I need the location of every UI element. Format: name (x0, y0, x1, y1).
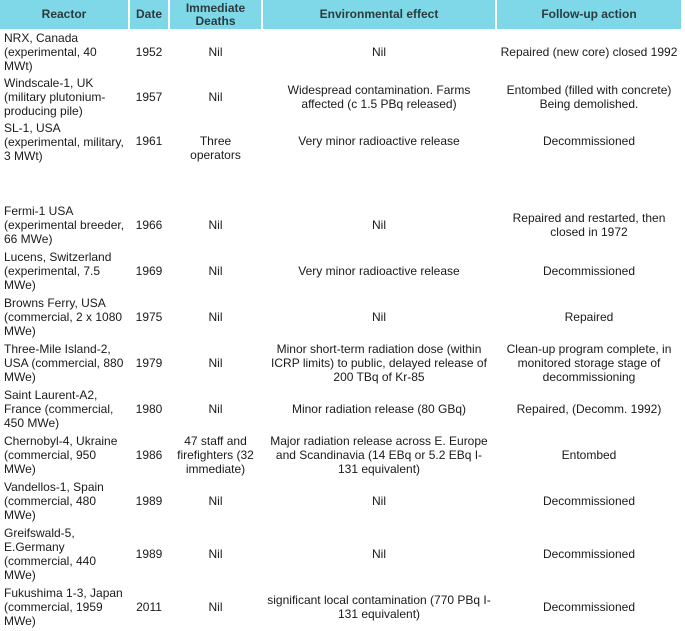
cell-follow: Decommissioned (496, 478, 682, 524)
cell-date: 2011 (129, 584, 169, 630)
cell-date: 1957 (129, 74, 169, 120)
cell-follow: Entombed (496, 432, 682, 478)
table-row (0, 340, 682, 386)
cell-env: Very minor radioactive release (262, 120, 496, 202)
cell-reactor: NRX, Canada (experimental, 40 MWt) (0, 30, 129, 74)
cell-date: 1980 (129, 386, 169, 432)
cell-follow: Repaired (new core) closed 1992 (496, 30, 682, 74)
cell-deaths: Nil (169, 74, 262, 120)
cell-deaths: Nil (169, 30, 262, 74)
cell-follow: Decommissioned (496, 524, 682, 584)
cell-env: Nil (262, 294, 496, 340)
cell-date: 1975 (129, 294, 169, 340)
cell-reactor: SL-1, USA (experimental, military, 3 MWt) (0, 120, 129, 202)
cell-env: significant local contamination (770 PBq I-131 equivalent) (262, 584, 496, 630)
cell-deaths: Nil (169, 248, 262, 294)
cell-date: 1961 (129, 120, 169, 202)
cell-reactor: Chernobyl-4, Ukraine (commercial, 950 MWe) (0, 432, 129, 478)
cell-date: 1986 (129, 432, 169, 478)
cell-deaths: Nil (169, 524, 262, 584)
table-row (0, 30, 682, 74)
cell-follow: Repaired (496, 294, 682, 340)
header-env: Environmental effect (262, 0, 496, 30)
table-row (0, 202, 682, 248)
table-header (0, 0, 682, 30)
cell-deaths: Nil (169, 202, 262, 248)
cell-deaths: Nil (169, 386, 262, 432)
cell-env: Nil (262, 30, 496, 74)
cell-date: 1966 (129, 202, 169, 248)
cell-follow: Decommissioned (496, 248, 682, 294)
header-row (0, 0, 682, 30)
table-row (0, 248, 682, 294)
table-row (0, 74, 682, 120)
cell-reactor: Windscale-1, UK (military plutonium-producing pile) (0, 74, 129, 120)
cell-deaths: Nil (169, 340, 262, 386)
cell-deaths: Three operators (169, 120, 262, 202)
cell-deaths: Nil (169, 584, 262, 630)
cell-env: Minor radiation release (80 GBq) (262, 386, 496, 432)
cell-env: Nil (262, 202, 496, 248)
cell-deaths: Nil (169, 478, 262, 524)
header-deaths: Immediate Deaths (169, 0, 262, 30)
table-row (0, 120, 682, 202)
table-row (0, 478, 682, 524)
cell-reactor: Greifswald-5, E.Germany (commercial, 440 MWe) (0, 524, 129, 584)
cell-reactor: Fukushima 1-3, Japan (commercial, 1959 MWe) (0, 584, 129, 630)
header-date: Date (129, 0, 169, 30)
cell-reactor: Vandellos-1, Spain (commercial, 480 MWe) (0, 478, 129, 524)
cell-follow: Clean-up program complete, in monitored storage stage of decommissioning (496, 340, 682, 386)
cell-env: Nil (262, 524, 496, 584)
cell-date: 1969 (129, 248, 169, 294)
cell-reactor: Saint Laurent-A2, France (commercial, 450 MWe) (0, 386, 129, 432)
cell-follow: Entombed (filled with concrete) Being demolished. (496, 74, 682, 120)
cell-date: 1952 (129, 30, 169, 74)
table-row (0, 584, 682, 630)
cell-follow: Decommissioned (496, 584, 682, 630)
table-row (0, 524, 682, 584)
cell-env: Nil (262, 478, 496, 524)
table-row (0, 386, 682, 432)
header-follow: Follow-up action (496, 0, 682, 30)
header-reactor: Reactor (0, 0, 129, 30)
cell-date: 1989 (129, 524, 169, 584)
cell-deaths: 47 staff and firefighters (32 immediate) (169, 432, 262, 478)
cell-follow: Repaired, (Decomm. 1992) (496, 386, 682, 432)
table-body (0, 30, 682, 630)
cell-deaths: Nil (169, 294, 262, 340)
cell-reactor: Fermi-1 USA (experimental breeder, 66 MWe) (0, 202, 129, 248)
cell-env: Major radiation release across E. Europe and Scandinavia (14 EBq or 5.2 EBq I-131 equivalent) (262, 432, 496, 478)
cell-env: Minor short-term radiation dose (within ICRP limits) to public, delayed release of 200 TBq of Kr-85 (262, 340, 496, 386)
cell-follow: Repaired and restarted, then closed in 1972 (496, 202, 682, 248)
cell-follow: Decommissioned (496, 120, 682, 202)
cell-reactor: Lucens, Switzerland (experimental, 7.5 MWe) (0, 248, 129, 294)
cell-reactor: Browns Ferry, USA (commercial, 2 x 1080 MWe) (0, 294, 129, 340)
cell-date: 1989 (129, 478, 169, 524)
cell-reactor: Three-Mile Island-2, USA (commercial, 880 MWe) (0, 340, 129, 386)
table-row (0, 432, 682, 478)
cell-date: 1979 (129, 340, 169, 386)
cell-env: Widespread contamination. Farms affected (c 1.5 PBq released) (262, 74, 496, 120)
cell-env: Very minor radioactive release (262, 248, 496, 294)
table-row (0, 294, 682, 340)
